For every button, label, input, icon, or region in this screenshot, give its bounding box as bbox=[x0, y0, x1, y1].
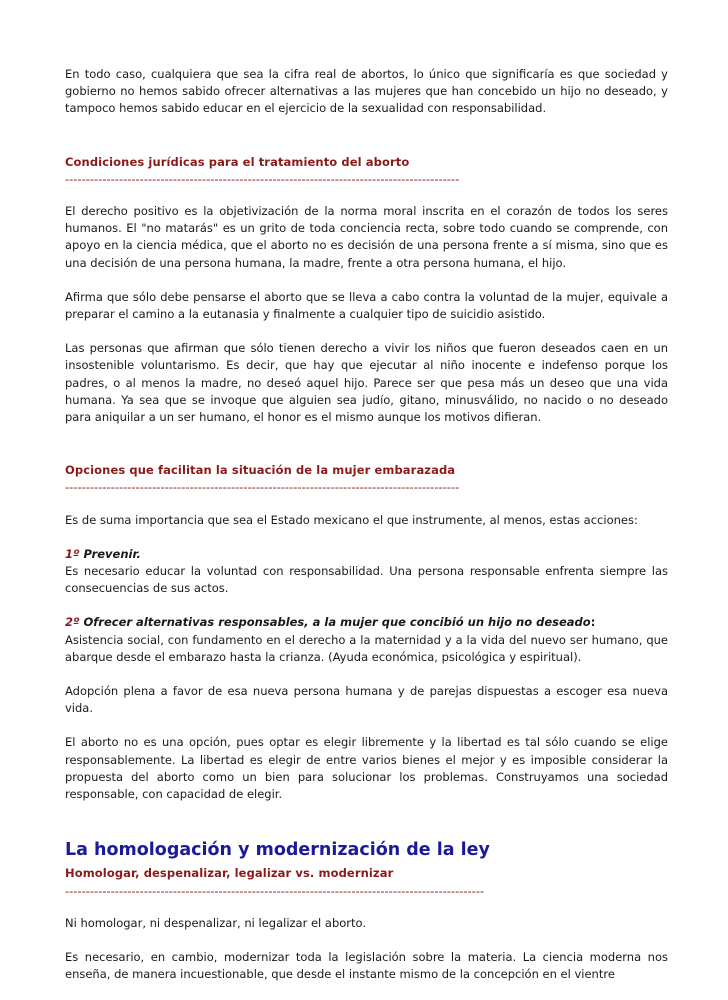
subtitle-homologar: Homologar, despenalizar, legalizar vs. modernizar bbox=[65, 866, 394, 881]
option-number: 2º bbox=[65, 615, 80, 630]
option-heading bbox=[65, 614, 668, 631]
option-text: Es necesario educar la voluntad con responsabilidad. Una persona responsable enfrenta siempre las consecuencias de sus actos. bbox=[65, 564, 668, 596]
option-title: Prevenir. bbox=[83, 546, 141, 561]
section-title-condiciones: Condiciones jurídicas para el tratamiento del aborto bbox=[65, 154, 410, 169]
paragraph-personas: Las personas que afirman que sólo tienen derecho a vivir los niños que fueron deseados caen en un insostenible voluntarismo. Es decir, que hay que ejecutar al niño inocente e indefenso porque los padres, o al menos la madre, no deseó aquel hijo. Parece ser que pesa más un deseo que una vida humana. Ya sea que se invoque que alguien sea judío, gitano, minusválido, no nacido o no deseado para aniquilar a un ser humano, el honor es el mismo aunque los motivos difieran. bbox=[65, 341, 668, 425]
paragraph-estado: Es de suma importancia que sea el Estado mexicano el que instrumente, al menos, estas acciones: bbox=[65, 512, 638, 527]
option-alternativas bbox=[65, 614, 668, 666]
spacer bbox=[65, 443, 668, 462]
paragraph-adopcion: Adopción plena a favor de esa nueva persona humana y de parejas dispuestas a escoger esa nueva vida. bbox=[65, 684, 668, 716]
section-divider: ----------------------------------------------------------------------------------------------- bbox=[65, 171, 460, 186]
paragraph-ni-homologar: Ni homologar, ni despenalizar, ni legalizar el aborto. bbox=[65, 915, 367, 930]
option-colon: : bbox=[590, 615, 596, 630]
section-divider: ----------------------------------------------------------------------------------------------------- bbox=[65, 883, 485, 898]
section-divider: ----------------------------------------------------------------------------------------------- bbox=[65, 480, 460, 495]
heading-homologacion: La homologación y modernización de la ley bbox=[65, 840, 490, 861]
option-text: Asistencia social, con fundamento en el derecho a la maternidad y a la vida del nuevo ser humano, que abarque desde el embarazo hasta la crianza. (Ayuda económica, psicológica y espiritual). bbox=[65, 632, 668, 664]
paragraph-afirma: Afirma que sólo debe pensarse el aborto que se lleva a cabo contra la voluntad de la mujer, equivale a preparar el camino a la eutanasia y finalmente a cualquier tipo de suicidio asistido. bbox=[65, 289, 668, 322]
paragraph-derecho: El derecho positivo es la objetivización de la norma moral inscrita en el corazón de todos los seres humanos. El "no matarás" es un grito de toda conciencia recta, sobre todo cuando se comprende, con apoyo en la ciencia médica, que el aborto no es decisión de una persona frente a sí misma, sino que es una decisión de una persona humana, la madre, frente a otra persona humana, el hijo. bbox=[65, 204, 668, 270]
option-prevenir bbox=[65, 546, 668, 598]
paragraph-modernizar: Es necesario, en cambio, modernizar toda la legislación sobre la materia. La ciencia moderna nos enseña, de manera incuestionable, que desde el instante mismo de la concepción en el vientre bbox=[65, 949, 668, 982]
option-title: Ofrecer alternativas responsables, a la mujer que concibió un hijo no deseado bbox=[83, 615, 591, 630]
paragraph-opcion: El aborto no es una opción, pues optar es elegir libremente y la libertad es tal sólo cuando se elige responsablemente. La libertad es elegir de entre varios bienes el mejor y es imposible considerar la propuesta del aborto como un bien para solucionar los problemas. Construyamos una sociedad responsable, con capacidad de elegir. bbox=[65, 735, 668, 802]
section-title-opciones: Opciones que facilitan la situación de la mujer embarazada bbox=[65, 463, 456, 478]
spacer bbox=[65, 820, 668, 839]
spacer bbox=[65, 135, 668, 154]
paragraph-intro: En todo caso, cualquiera que sea la cifra real de abortos, lo único que significaría es que sociedad y gobierno no hemos sabido ofrecer alternativas a las mujeres que han concebido un hijo no deseado, y tampoco hemos sabido educar en el ejercicio de la sexualidad con responsabilidad. bbox=[65, 67, 668, 116]
option-heading bbox=[65, 546, 668, 563]
option-number: 1º bbox=[65, 546, 80, 561]
document-page bbox=[65, 66, 668, 1000]
